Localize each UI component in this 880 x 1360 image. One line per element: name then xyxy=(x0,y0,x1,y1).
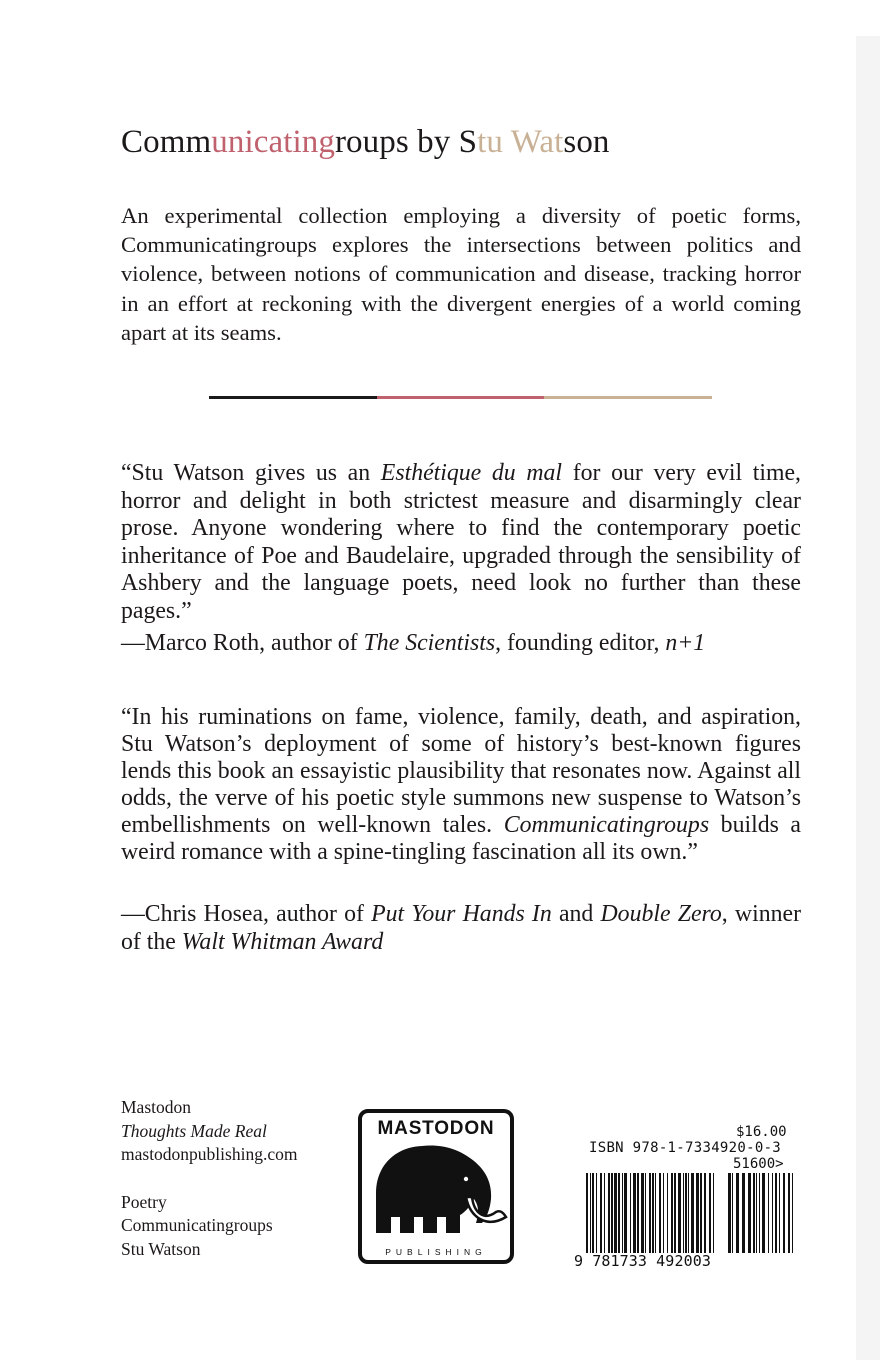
title-part-2: unicating xyxy=(211,124,335,160)
barcode-bar xyxy=(622,1173,623,1253)
barcode-bar xyxy=(592,1173,594,1253)
barcode-bar xyxy=(649,1173,651,1253)
barcode-bar xyxy=(637,1173,639,1253)
barcode-bar xyxy=(678,1173,681,1253)
book-title-heading xyxy=(121,124,610,161)
addon-bar xyxy=(736,1173,739,1253)
barcode-bar xyxy=(608,1173,610,1253)
logo-wordmark: MASTODON xyxy=(377,1118,495,1139)
addon-bar xyxy=(768,1173,769,1253)
attribution-italic: Put Your Hands In xyxy=(371,901,552,927)
barcode-bar xyxy=(611,1173,613,1253)
barcode-bar xyxy=(700,1173,702,1253)
addon-bar xyxy=(748,1173,751,1253)
mastodon-logo xyxy=(358,1109,514,1264)
quote-text: “Stu Watson gives us an xyxy=(121,460,381,486)
barcode-bar xyxy=(683,1173,684,1253)
attribution-italic: The Scientists xyxy=(363,630,496,656)
divider-segment-red xyxy=(377,396,545,399)
addon-bar xyxy=(756,1173,757,1253)
book-title-small: Communicatingroups xyxy=(121,1215,273,1236)
quote-italic-title: Esthétique du mal xyxy=(380,460,563,486)
barcode-bar xyxy=(586,1173,588,1253)
attribution-text: and xyxy=(551,901,601,927)
attribution-italic: n+1 xyxy=(665,630,706,656)
book-description: An experimental collection employing a diversity of poetic forms, Communicatingroups explores the intersections between politics and violence, between notions of communication and disease, tracking horror in an effort at reckoning with the divergent energies of a world coming apart at its seams. xyxy=(121,203,801,345)
title-part-1: Comm xyxy=(121,124,212,160)
addon-bar xyxy=(792,1173,793,1253)
blurb-quote-roth xyxy=(121,460,801,625)
price-addon-code: 51600> xyxy=(733,1156,784,1172)
spine-edge xyxy=(856,36,880,1360)
barcode-bar xyxy=(655,1173,656,1253)
book-author: Stu Watson xyxy=(121,1238,201,1259)
barcode-bar xyxy=(630,1173,631,1253)
barcode-bar xyxy=(633,1173,636,1253)
divider-segment-black xyxy=(209,396,377,399)
title-part-5: son xyxy=(563,124,610,160)
mammoth-icon xyxy=(362,1113,510,1260)
addon-bar xyxy=(742,1173,745,1253)
attribution-text: , winner of the xyxy=(121,901,802,955)
barcode-bar xyxy=(691,1173,694,1253)
barcode-bar xyxy=(614,1173,617,1253)
barcode-bar xyxy=(663,1173,664,1253)
title-part-3: roups by S xyxy=(334,124,478,160)
barcode-bar xyxy=(596,1173,597,1253)
attribution-text: , founding editor, xyxy=(495,630,666,656)
publisher-imprint xyxy=(121,1096,297,1262)
publisher-tagline: Thoughts Made Real xyxy=(121,1120,267,1141)
barcode-bar xyxy=(618,1173,620,1253)
barcode-bar xyxy=(645,1173,646,1253)
attribution-text: —Marco Roth, author of xyxy=(121,630,364,656)
barcode-bar xyxy=(709,1173,711,1253)
quote-text: “In his ruminations on fame, violence, family, death, and aspiration, Stu Watson’s deployment of some of history’s best-known figures lends this book an essayistic plausibility that resonates now. Against all odds, the verve of his poetic style summons new suspense to Watson’s embellishments on well-known tales. xyxy=(121,704,801,838)
isbn-digits: 9 781733 492003 xyxy=(574,1252,711,1270)
addon-bar xyxy=(788,1173,790,1253)
logo-subtitle: PUBLISHING xyxy=(385,1247,487,1257)
addon-bar xyxy=(779,1173,780,1253)
barcode-bar xyxy=(674,1173,676,1253)
blurb-attribution-roth xyxy=(121,630,801,658)
addon-bar xyxy=(728,1173,731,1253)
attribution-italic: Double Zero xyxy=(600,901,722,927)
addon-bar xyxy=(772,1173,773,1253)
barcode-bar xyxy=(624,1173,627,1253)
blurb-attribution-hosea xyxy=(121,901,801,956)
book-category: Poetry xyxy=(121,1191,167,1212)
isbn-barcode xyxy=(578,1173,800,1259)
addon-bar xyxy=(783,1173,785,1253)
isbn-label: ISBN 978-1-7334920-0-3 xyxy=(589,1140,782,1156)
barcode-bar xyxy=(688,1173,689,1253)
barcode-bar xyxy=(671,1173,673,1253)
quote-italic-title: Communicatingroups xyxy=(503,812,710,838)
attribution-text: —Chris Hosea, author of xyxy=(121,901,372,927)
addon-bar xyxy=(753,1173,755,1253)
barcode-bar xyxy=(696,1173,699,1253)
barcode-bar xyxy=(704,1173,706,1253)
blurb-quote-hosea xyxy=(121,704,801,866)
barcode-bar xyxy=(600,1173,602,1253)
tricolor-divider xyxy=(209,396,712,399)
barcode-bar xyxy=(713,1173,714,1253)
addon-bar xyxy=(775,1173,777,1253)
quote-text: for our very evil time, horror and delight in both strictest measure and disarmingly clear prose. Anyone wondering where to find the contemporary poetic inheritance of Poe and Baudelaire, upgraded through the sensibility of Ashbery and the language poets, need look no further than these pages.” xyxy=(121,460,802,624)
barcode-bar xyxy=(659,1173,661,1253)
addon-bar xyxy=(759,1173,760,1253)
barcode-bar xyxy=(685,1173,687,1253)
title-part-4: tu Wat xyxy=(477,124,564,160)
price-label: $16.00 xyxy=(736,1124,787,1140)
barcode-bar xyxy=(604,1173,605,1253)
divider-segment-tan xyxy=(544,396,712,399)
barcode-bar xyxy=(641,1173,644,1253)
addon-bar xyxy=(732,1173,733,1253)
attribution-italic: Walt Whitman Award xyxy=(181,928,384,955)
quote-text: builds a weird romance with a spine-tingling fascination all its own.” xyxy=(121,812,801,865)
barcode-bar xyxy=(667,1173,668,1253)
addon-bar xyxy=(762,1173,765,1253)
barcode-bar xyxy=(590,1173,591,1253)
publisher-website: mastodonpublishing.com xyxy=(121,1144,298,1165)
barcode-bar xyxy=(652,1173,654,1253)
publisher-name: Mastodon xyxy=(121,1097,191,1117)
